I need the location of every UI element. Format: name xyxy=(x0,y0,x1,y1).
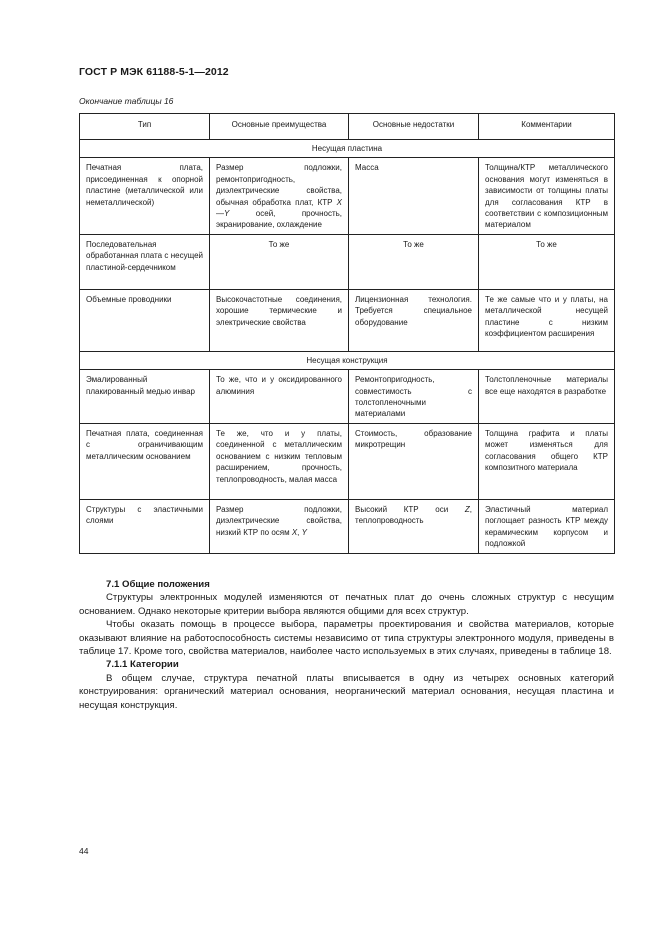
paragraph: В общем случае, структура печатной платы вписывается в одну из четырех основных категорий конструирования: органический материал основания, неорганический материал основания, несущая пластина и несущая конструкция. xyxy=(79,672,614,711)
table-cell: Лицензионная технология. Требуется специальное оборудование xyxy=(349,289,479,351)
table-cell: То же, что и у оксидированного алюминия xyxy=(210,370,349,424)
table-row xyxy=(80,289,615,351)
table-row xyxy=(80,158,615,234)
subsection-heading: 7.1.1 Категории xyxy=(106,659,179,671)
paragraph: Чтобы оказать помощь в процессе выбора, параметры проектирования и свойства материалов, которые оказывают влияние на работоспособность системы независимо от типа структуры электронного модуля, приведены в таблице 17. Кроме того, свойства материалов, наиболее часто используемых в этих случаях, приведены в таблице 18. xyxy=(79,619,614,658)
table-header-row xyxy=(80,114,615,140)
table-row xyxy=(80,499,615,553)
column-header-type: Тип xyxy=(80,114,210,140)
column-header-comments: Комментарии xyxy=(479,114,615,140)
table-cell: Печатная плата, присоединенная к опорной пластине (металлической или неметаллической) xyxy=(80,158,210,234)
paragraph: Структуры электронных модулей изменяются от печатных плат до очень сложных структур с несущим основанием. Однако некоторые критерии выбора являются общими для всех структур. xyxy=(79,592,614,617)
table-cell: Масса xyxy=(349,158,479,234)
table-cell: То же xyxy=(349,234,479,289)
table-cell: Эластичный материал поглощает разность КТР между керамическим корпусом и подложкой xyxy=(479,499,615,553)
section-row-carrier-structure: Несущая конструкция xyxy=(80,351,615,369)
table-cell: Ремонтопригодность, совместимость с толстопленочными материалами xyxy=(349,370,479,424)
table-cell: Толщина графита и платы может изменяться для согласования общего КТР композитного материала xyxy=(479,423,615,499)
table-cell: То же xyxy=(479,234,615,289)
page-number: 44 xyxy=(79,846,89,856)
table-cell: Высокий КТР оси Z, теплопроводность xyxy=(349,499,479,553)
section-row-carrier-plate: Несущая пластина xyxy=(80,140,615,158)
section-7-1 xyxy=(79,578,614,712)
column-header-disadvantages: Основные недостатки xyxy=(349,114,479,140)
table-cell: Высокочастотные соединения, хорошие термические и электрические свойства xyxy=(210,289,349,351)
table-cell: Те же самые что и у платы, на металлической несущей пластине с низким коэффициентом расширения xyxy=(479,289,615,351)
table-caption: Окончание таблицы 16 xyxy=(79,96,174,106)
table-cell: Структуры с эластичными слоями xyxy=(80,499,210,553)
document-header: ГОСТ Р МЭК 61188-5-1—2012 xyxy=(79,66,229,78)
table-cell: Те же, что и у платы, соединенной с металлическим основанием с низким тепловым расширением, прочность, теплопроводность, малая масса xyxy=(210,423,349,499)
table-cell: Объемные проводники xyxy=(80,289,210,351)
table-row xyxy=(80,370,615,424)
table-row xyxy=(80,423,615,499)
column-header-advantages: Основные преимущества xyxy=(210,114,349,140)
table-cell: Стоимость, образование микротрещин xyxy=(349,423,479,499)
section-heading: 7.1 Общие положения xyxy=(106,579,210,590)
table-cell: Печатная плата, соединенная с ограничивающим металлическим основанием xyxy=(80,423,210,499)
table-cell: Размер подложки, диэлектрические свойства, низкий КТР по осям X, Y xyxy=(210,499,349,553)
table-cell: Последовательная обработанная плата с несущей пластиной-сердечником xyxy=(80,234,210,289)
table-cell: То же xyxy=(210,234,349,289)
table-cell: Толщина/КТР металлического основания могут изменяться в зависимости от толщины платы для согласования КТР в соответствии с композиционным материалом xyxy=(479,158,615,234)
table-cell: Эмалированный плакированный медью инвар xyxy=(80,370,210,424)
table-row xyxy=(80,234,615,289)
table-16 xyxy=(79,113,615,554)
table-cell: Толстопленочные материалы все еще находятся в разработке xyxy=(479,370,615,424)
table-cell: Размер подложки, ремонтопригодность, диэлектрические свойства, обычная обработка плат, КТР X—Y осей, прочность, экранирование, охлаждение xyxy=(210,158,349,234)
